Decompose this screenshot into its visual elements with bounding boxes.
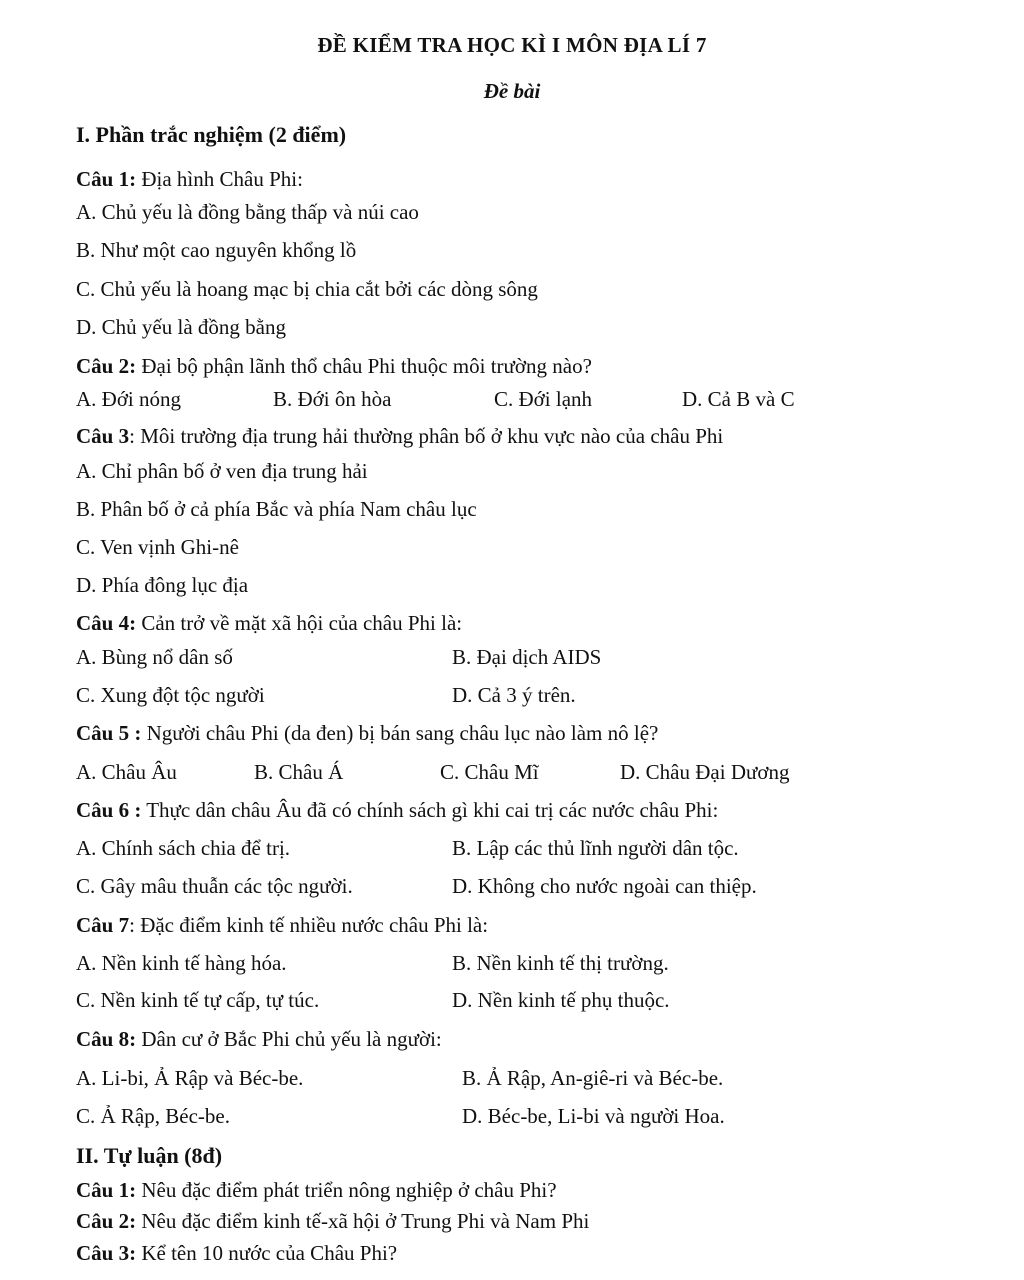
option-b: B. Như một cao nguyên khổng lồ <box>76 238 357 262</box>
page-title: ĐỀ KIỂM TRA HỌC KÌ I MÔN ĐỊA LÍ 7 <box>317 33 707 57</box>
question-label: Câu 3: <box>76 1241 137 1265</box>
question-text: Người châu Phi (da đen) bị bán sang châu lục nào làm nô lệ? <box>141 721 659 745</box>
option-a: A. Chủ yếu là đồng bằng thấp và núi cao <box>76 200 419 224</box>
question-label: Câu 1: <box>76 1178 137 1202</box>
question-text: Kể tên 10 nước của Châu Phi? <box>136 1241 398 1265</box>
option-c: C. Gây mâu thuẫn các tộc người. <box>76 874 353 898</box>
option-a: A. Nền kinh tế hàng hóa. <box>76 951 287 975</box>
question-text: Thực dân châu Âu đã có chính sách gì khi cai trị các nước châu Phi: <box>141 798 719 822</box>
option-b: B. Châu Á <box>254 760 344 784</box>
question-7 <box>76 915 488 936</box>
option-b: B. Lập các thủ lĩnh người dân tộc. <box>452 836 739 860</box>
question-label: Câu 4: <box>76 611 137 635</box>
option-d: D. Chủ yếu là đồng bằng <box>76 315 286 339</box>
option-c: C. Đới lạnh <box>494 387 593 411</box>
option-c: C. Châu Mĩ <box>440 760 539 784</box>
question-label: Câu 5 : <box>76 721 142 745</box>
option-a: A. Đới nóng <box>76 387 182 411</box>
option-c: C. Xung đột tộc người <box>76 683 265 707</box>
option-d: D. Châu Đại Dương <box>620 760 790 784</box>
option-b: B. Đới ôn hòa <box>273 387 392 411</box>
question-text: Cản trở về mặt xã hội của châu Phi là: <box>136 611 463 635</box>
option-b: B. Nền kinh tế thị trường. <box>452 951 669 975</box>
option-d: D. Phía đông lục địa <box>76 573 249 597</box>
option-a: A. Bùng nổ dân số <box>76 645 233 669</box>
option-c: C. Chủ yếu là hoang mạc bị chia cắt bởi các dòng sông <box>76 277 538 301</box>
essay-question-2 <box>76 1211 589 1232</box>
question-8 <box>76 1029 442 1050</box>
question-label: Câu 7 <box>76 913 130 937</box>
question-text: : Môi trường địa trung hải thường phân bố ở khu vực nào của châu Phi <box>129 424 724 448</box>
option-c: C. Ả Rập, Béc-be. <box>76 1104 230 1128</box>
question-label: Câu 8: <box>76 1027 137 1051</box>
question-label: Câu 6 : <box>76 798 142 822</box>
option-c: C. Ven vịnh Ghi-nê <box>76 535 239 559</box>
page-subtitle: Đề bài <box>483 79 541 103</box>
option-d: D. Không cho nước ngoài can thiệp. <box>452 874 757 898</box>
question-3 <box>76 426 723 447</box>
option-a: A. Châu Âu <box>76 760 177 784</box>
option-d: D. Cả 3 ý trên. <box>452 683 576 707</box>
question-text: Nêu đặc điểm kinh tế-xã hội ở Trung Phi và Nam Phi <box>136 1209 590 1233</box>
section-heading-multiple-choice: I. Phần trắc nghiệm (2 điểm) <box>76 122 347 147</box>
question-label: Câu 3 <box>76 424 130 448</box>
question-text: Địa hình Châu Phi: <box>136 167 303 191</box>
option-d: D. Nền kinh tế phụ thuộc. <box>452 988 670 1012</box>
question-label: Câu 2: <box>76 354 137 378</box>
question-text: : Đặc điểm kinh tế nhiều nước châu Phi là: <box>129 913 489 937</box>
option-a: A. Chỉ phân bố ở ven địa trung hải <box>76 459 368 483</box>
essay-question-3 <box>76 1243 397 1264</box>
option-d: D. Cả B và C <box>682 387 795 411</box>
question-1 <box>76 169 303 190</box>
option-a: A. Chính sách chia để trị. <box>76 836 291 860</box>
option-d: D. Béc-be, Li-bi và người Hoa. <box>462 1104 725 1128</box>
question-text: Dân cư ở Bắc Phi chủ yếu là người: <box>136 1027 442 1051</box>
question-5 <box>76 723 658 744</box>
option-b: B. Phân bố ở cả phía Bắc và phía Nam châu lục <box>76 497 477 521</box>
question-text: Nêu đặc điểm phát triển nông nghiệp ở châu Phi? <box>136 1178 557 1202</box>
option-c: C. Nền kinh tế tự cấp, tự túc. <box>76 988 320 1012</box>
question-2 <box>76 356 592 377</box>
option-b: B. Đại dịch AIDS <box>452 645 602 669</box>
option-b: B. Ả Rập, An-giê-ri và Béc-be. <box>462 1066 724 1090</box>
question-label: Câu 2: <box>76 1209 137 1233</box>
question-text: Đại bộ phận lãnh thổ châu Phi thuộc môi trường nào? <box>136 354 592 378</box>
question-4 <box>76 613 462 634</box>
section-heading-essay: II. Tự luận (8đ) <box>76 1143 223 1168</box>
question-label: Câu 1: <box>76 167 137 191</box>
option-a: A. Li-bi, Ả Rập và Béc-be. <box>76 1066 304 1090</box>
question-6 <box>76 800 718 821</box>
essay-question-1 <box>76 1180 557 1201</box>
